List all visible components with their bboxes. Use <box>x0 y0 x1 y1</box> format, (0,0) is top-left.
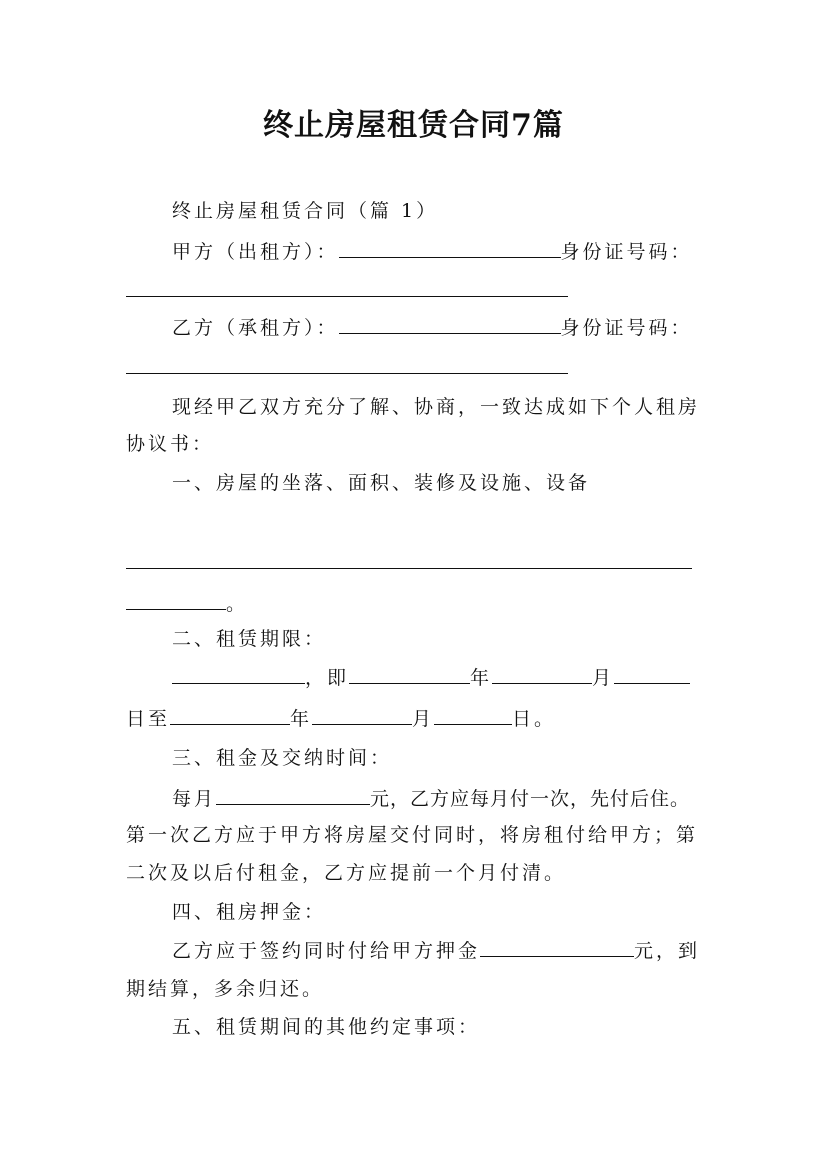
section-heading: 终止房屋租赁合同（篇 1） <box>172 200 439 222</box>
id-number-label: 身份证号码： <box>560 317 693 339</box>
party-a-id-blank <box>126 296 568 297</box>
year-label: 年 <box>290 708 313 730</box>
party-a-name-blank <box>339 238 561 258</box>
clause-3-heading: 三、租金及交纳时间： <box>172 747 393 769</box>
rent-suffix: 元，乙方应每月付一次，先付后住。 <box>370 788 691 810</box>
year-label: 年 <box>470 667 493 689</box>
clause-1-end: 。 <box>226 593 249 615</box>
intro-line-2: 协议书： <box>126 433 215 455</box>
day-to-label: 日至 <box>126 708 171 730</box>
start-day-blank <box>614 664 690 684</box>
start-year-blank <box>349 664 470 684</box>
document-title: 终止房屋租赁合同7篇 <box>263 108 564 143</box>
id-number-label: 身份证号码： <box>560 241 693 263</box>
clause-5-heading: 五、租赁期间的其他约定事项： <box>172 1016 481 1038</box>
period-ji: ，即 <box>305 667 350 689</box>
intro-line-1: 现经甲乙双方充分了解、协商，一致达成如下个人租房 <box>172 396 701 418</box>
party-b-id-blank <box>126 373 568 374</box>
end-year-blank <box>170 705 290 725</box>
party-a-line <box>172 238 762 265</box>
deposit-amount-blank <box>480 937 634 957</box>
deposit-line-2: 期结算，多余归还。 <box>126 978 325 1000</box>
deposit-line-1 <box>172 937 762 964</box>
party-b-name-blank <box>339 314 561 334</box>
period-line-2 <box>126 705 716 732</box>
end-month-blank <box>312 705 412 725</box>
rent-line-3: 二次及以后付租金，乙方应提前一个月付清。 <box>126 862 567 884</box>
clause-1-blank-long <box>126 568 692 569</box>
rent-amount-blank <box>216 785 370 805</box>
month-label: 月 <box>592 667 615 689</box>
month-label: 月 <box>412 708 435 730</box>
rent-line-1 <box>172 785 762 812</box>
period-line-1 <box>172 664 762 691</box>
end-day-blank <box>434 705 512 725</box>
rent-prefix: 每月 <box>172 788 217 810</box>
party-b-line <box>172 314 762 341</box>
clause-1-blank-short <box>126 590 226 610</box>
party-b-label: 乙方（承租方）： <box>172 317 339 339</box>
clause-2-heading: 二、租赁期限： <box>172 628 327 650</box>
start-month-blank <box>492 664 592 684</box>
period-blank <box>172 664 305 684</box>
clause-4-heading: 四、租房押金： <box>172 901 327 923</box>
deposit-prefix: 乙方应于签约同时付给甲方押金 <box>172 940 481 962</box>
clause-1-heading: 一、房屋的坐落、面积、装修及设施、设备 <box>172 472 591 494</box>
day-end-label: 日。 <box>512 708 557 730</box>
clause-1-blank-line <box>126 590 716 617</box>
deposit-suffix: 元，到 <box>634 940 701 962</box>
party-a-label: 甲方（出租方）： <box>172 241 339 263</box>
rent-line-2: 第一次乙方应于甲方将房屋交付同时，将房租付给甲方；第 <box>126 824 699 846</box>
